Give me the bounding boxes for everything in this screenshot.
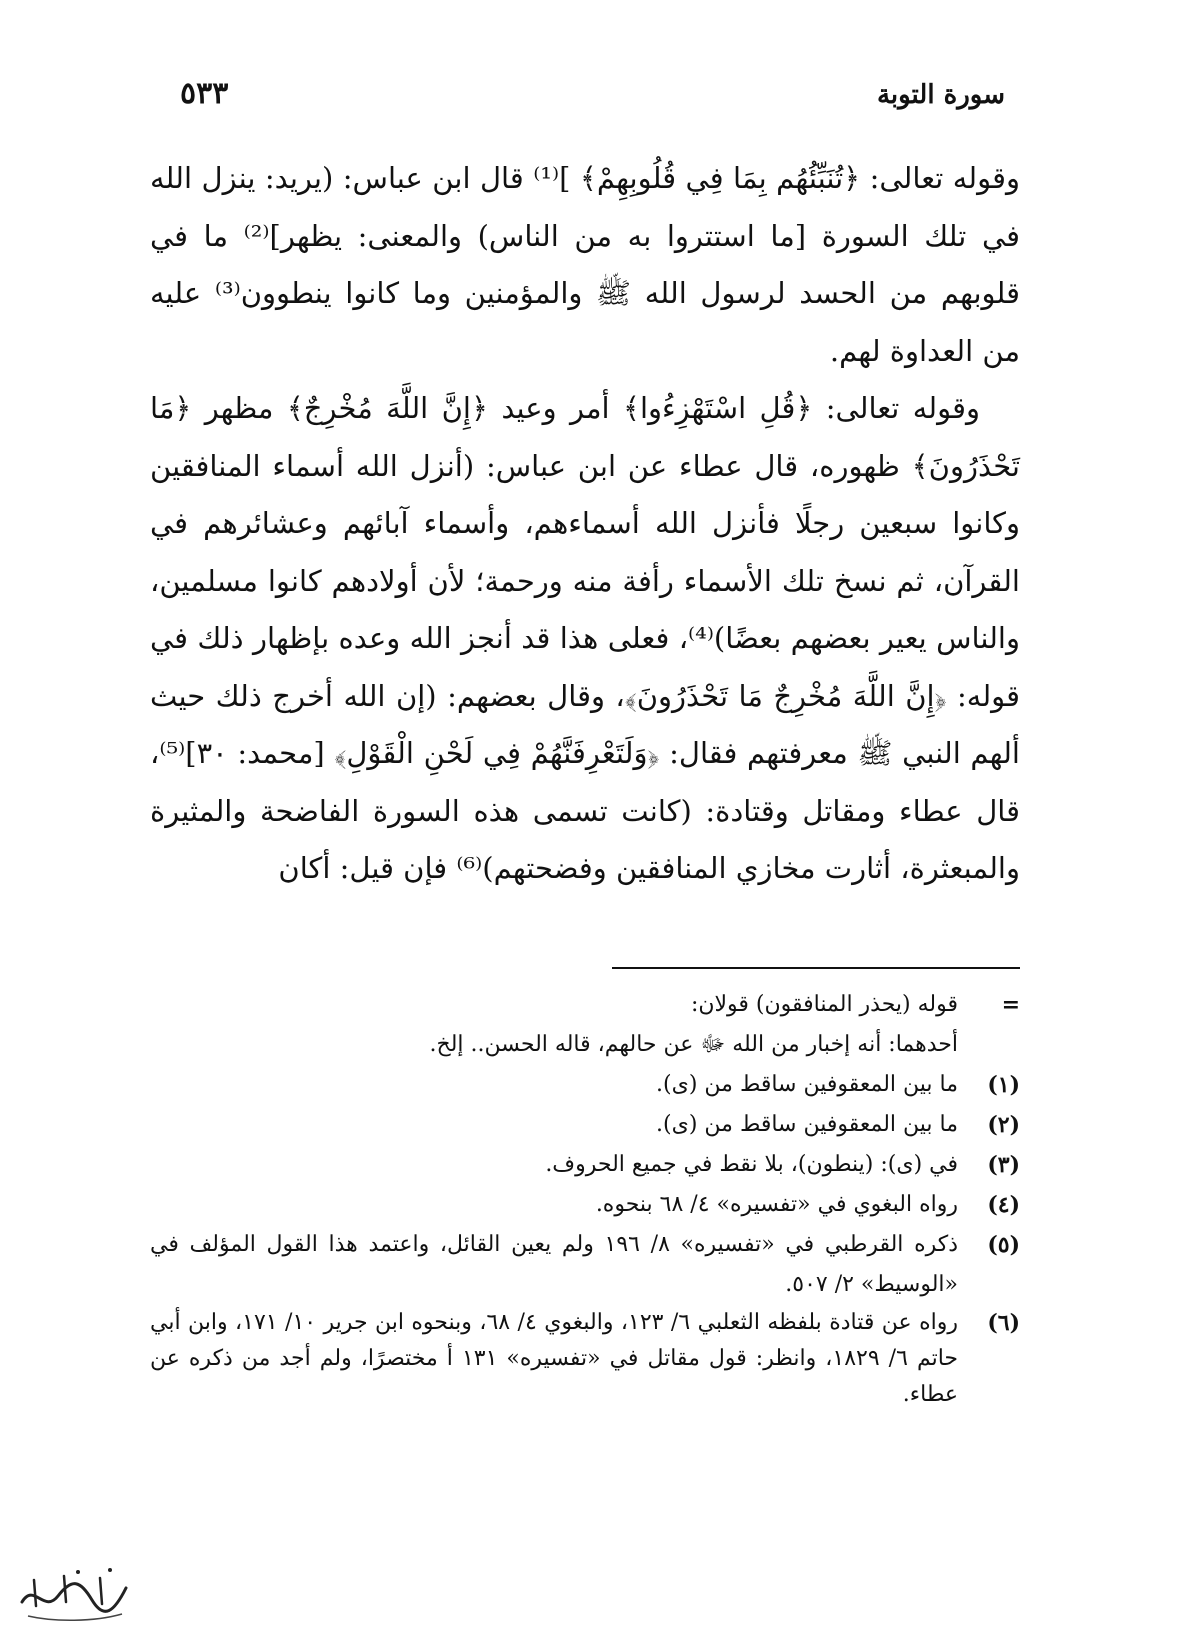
page-number: ٥٣٣ [180, 76, 229, 111]
page-header [180, 70, 1005, 126]
continuation-marker: = [1001, 992, 1020, 1018]
footnote-number: (٢) [987, 1112, 1020, 1138]
continuation-text-1: قوله (يحذر المنافقون) قولان: [690, 992, 958, 1017]
footnote-6 [150, 1305, 1020, 1413]
main-text [150, 150, 1020, 898]
publisher-logo [14, 1562, 134, 1626]
footnote-2 [150, 1105, 1020, 1145]
footnote-5 [150, 1225, 1020, 1305]
continuation-text-2: أحدهما: أنه إخبار من الله ﷻ عن حالهم، قاله الحسن.. إلخ. [429, 1032, 958, 1057]
footnote-text: في (ى): (ينطون)، بلا نقط في جميع الحروف. [545, 1152, 958, 1177]
footnote-text: رواه عن قتادة بلفظه الثعلبي ٦/ ١٢٣، والبغوي ٤/ ٦٨، وبنحوه ابن جرير ١٠/ ١٧١، وابن أبي حاتم ٦/ ١٨٢٩، وانظر: قول مقاتل في «تفسيره» ١٣١ أ مختصرًا، ولم أجد من ذكره عن عطاء. [150, 1310, 959, 1407]
footnote-number: (٦) [987, 1310, 1020, 1336]
footnote-number: (١) [987, 1072, 1020, 1098]
footnote-1 [150, 1065, 1020, 1105]
footnote-separator [612, 967, 1020, 969]
footnote-text: ذكره القرطبي في «تفسيره» ٨/ ١٩٦ ولم يعين القائل، واعتمد هذا القول المؤلف في «الوسيط» ٢/ ٥٠٧. [150, 1232, 959, 1297]
paragraph-2: وقوله تعالى: ﴿قُلِ اسْتَهْزِءُوا﴾ أمر وعيد ﴿إِنَّ اللَّهَ مُخْرِجٌ﴾ مظهر ﴿مَا تَحْذَرُونَ﴾ ظهوره، قال عطاء عن ابن عباس: (أنزل الله أسماء المنافقين وكانوا سبعين رجلًا فأنزل الله أسماءهم، وأسماء آبائهم وعشائرهم في القرآن، ثم نسخ تلك الأسماء رأفة منه ورحمة؛ لأن أولادهم كانوا مسلمين، والناس يعير بعضهم بعضًا)⁽⁴⁾، فعلى هذا قد أنجز الله وعده بإظهار ذلك في قوله: ﴿إِنَّ اللَّهَ مُخْرِجٌ مَا تَحْذَرُونَ﴾، وقال بعضهم: (إن الله أخرج ذلك حيث ألهم النبي ﷺ معرفتهم فقال: ﴿وَلَتَعْرِفَنَّهُمْ فِي لَحْنِ الْقَوْلِ﴾ [محمد: ٣٠]⁽⁵⁾، قال عطاء ومقاتل وقتادة: (كانت تسمى هذه السورة الفاضحة والمثيرة والمبعثرة، أثارت مخازي المنافقين وفضحتهم)⁽⁶⁾ فإن قيل: أكان [150, 391, 1020, 885]
footnote-number: (٤) [987, 1192, 1020, 1218]
footnote-number: (٥) [987, 1232, 1020, 1258]
surah-title: سورة التوبة [876, 80, 1005, 110]
footnote-4 [150, 1185, 1020, 1225]
footnote-text: رواه البغوي في «تفسيره» ٤/ ٦٨ بنحوه. [595, 1192, 958, 1217]
footnote-continuation-1 [150, 985, 1020, 1025]
footnote-continuation-2 [150, 1025, 1020, 1065]
footnote-number: (٣) [987, 1152, 1020, 1178]
footnote-text: ما بين المعقوفين ساقط من (ى). [656, 1112, 958, 1137]
paragraph-1: وقوله تعالى: ﴿تُنَبِّئُهُم بِمَا فِي قُلُوبِهِمْ﴾ ]⁽¹⁾ قال ابن عباس: (يريد: ينزل الله في تلك السورة [ما استتروا به من الناس) والمعنى: يظهر]⁽²⁾ ما في قلوبهم من الحسد لرسول الله ﷺ والمؤمنين وما كانوا ينطوون⁽³⁾ عليه من العداوة لهم. [150, 161, 1021, 368]
footnotes [150, 985, 1020, 1413]
footnote-text: ما بين المعقوفين ساقط من (ى). [656, 1072, 958, 1097]
footnote-3 [150, 1145, 1020, 1185]
